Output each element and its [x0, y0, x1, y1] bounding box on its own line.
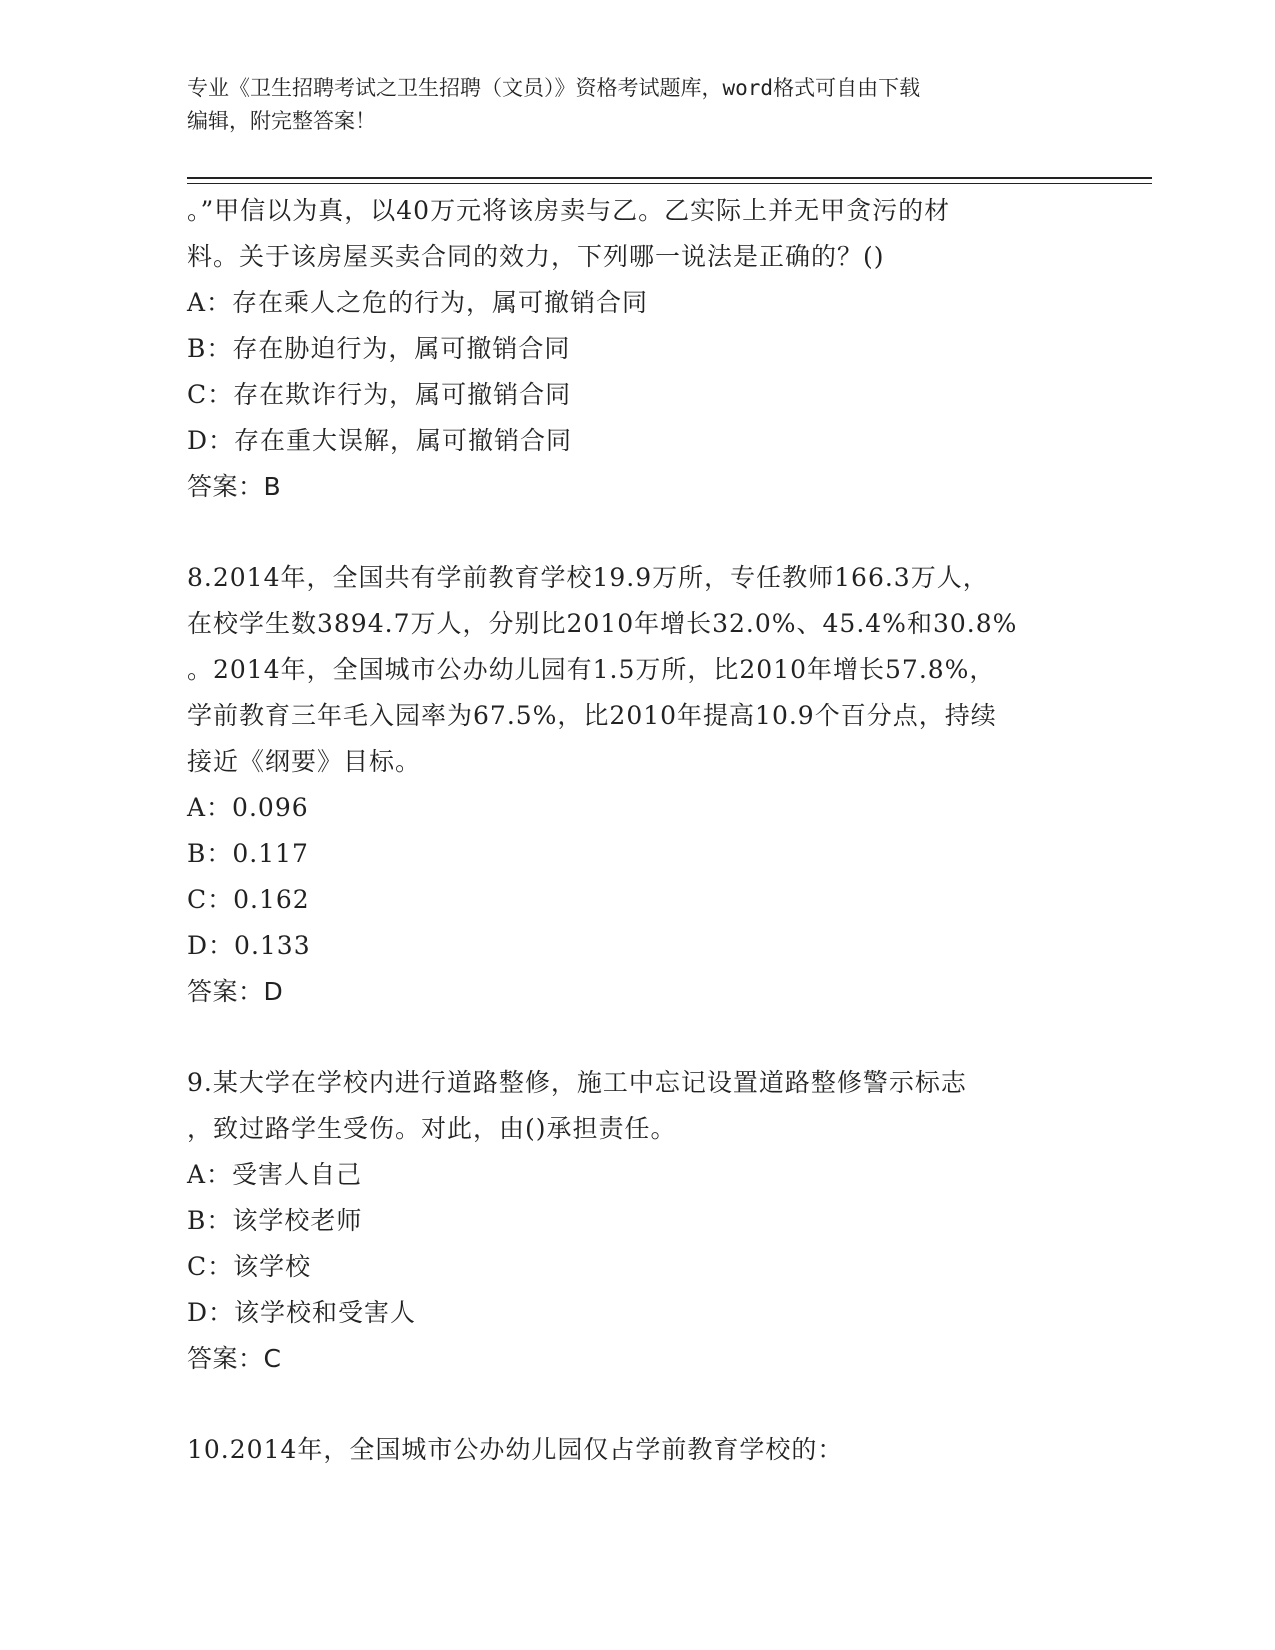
answer-line: 答案：C — [187, 1344, 282, 1373]
option-a: A：存在乘人之危的行为，属可撤销合同 — [187, 288, 649, 317]
header-rule-thin — [187, 183, 1152, 184]
option-c: C：0.162 — [187, 885, 310, 914]
question-stem-line: 。”甲信以为真，以40万元将该房卖与乙。乙实际上并无甲贪污的材 — [187, 196, 951, 225]
question-stem-line: 9.某大学在学校内进行道路整修，施工中忘记设置道路整修警示标志 — [187, 1068, 967, 1097]
option-d: D：该学校和受害人 — [187, 1298, 417, 1327]
header-rule-thick — [187, 177, 1152, 179]
question-9 — [187, 1060, 1117, 1382]
answer-line: 答案：B — [187, 472, 282, 501]
option-c: C：该学校 — [187, 1252, 312, 1281]
question-stem-line: 接近《纲要》目标。 — [187, 747, 422, 776]
question-stem-line: ，致过路学生受伤。对此，由()承担责任。 — [187, 1114, 677, 1143]
question-stem-line: 在校学生数3894.7万人，分别比2010年增长32.0%、45.4%和30.8% — [187, 609, 1018, 638]
option-c: C：存在欺诈行为，属可撤销合同 — [187, 380, 572, 409]
option-b: B：该学校老师 — [187, 1206, 363, 1235]
header-line-1: 专业《卫生招聘考试之卫生招聘（文员）》资格考试题库，word格式可自由下载 — [187, 76, 921, 100]
question-stem-line: 料。关于该房屋买卖合同的效力，下列哪一说法是正确的？() — [187, 242, 885, 271]
option-d: D：0.133 — [187, 931, 311, 960]
header-line-2: 编辑，附完整答案！ — [187, 109, 376, 133]
question-10 — [187, 1427, 1117, 1473]
question-stem-line: 8.2014年，全国共有学前教育学校19.9万所，专任教师166.3万人， — [187, 563, 989, 592]
option-a: A：受害人自己 — [187, 1160, 363, 1189]
option-b: B：0.117 — [187, 839, 309, 868]
document-body — [187, 188, 1117, 1473]
question-stem-line: 。2014年，全国城市公办幼儿园有1.5万所，比2010年增长57.8%， — [187, 655, 996, 684]
question-8 — [187, 555, 1117, 1015]
option-d: D：存在重大误解，属可撤销合同 — [187, 426, 573, 455]
page-header — [187, 72, 1087, 138]
question-7 — [187, 188, 1117, 510]
option-b: B：存在胁迫行为，属可撤销合同 — [187, 334, 571, 363]
question-stem-line: 学前教育三年毛入园率为67.5%，比2010年提高10.9个百分点，持续 — [187, 701, 997, 730]
spacer — [187, 1015, 1117, 1060]
spacer — [187, 510, 1117, 555]
question-stem-line: 10.2014年，全国城市公办幼儿园仅占学前教育学校的： — [187, 1435, 844, 1464]
answer-line: 答案：D — [187, 977, 284, 1006]
option-a: A：0.096 — [187, 793, 309, 822]
spacer — [187, 1382, 1117, 1427]
